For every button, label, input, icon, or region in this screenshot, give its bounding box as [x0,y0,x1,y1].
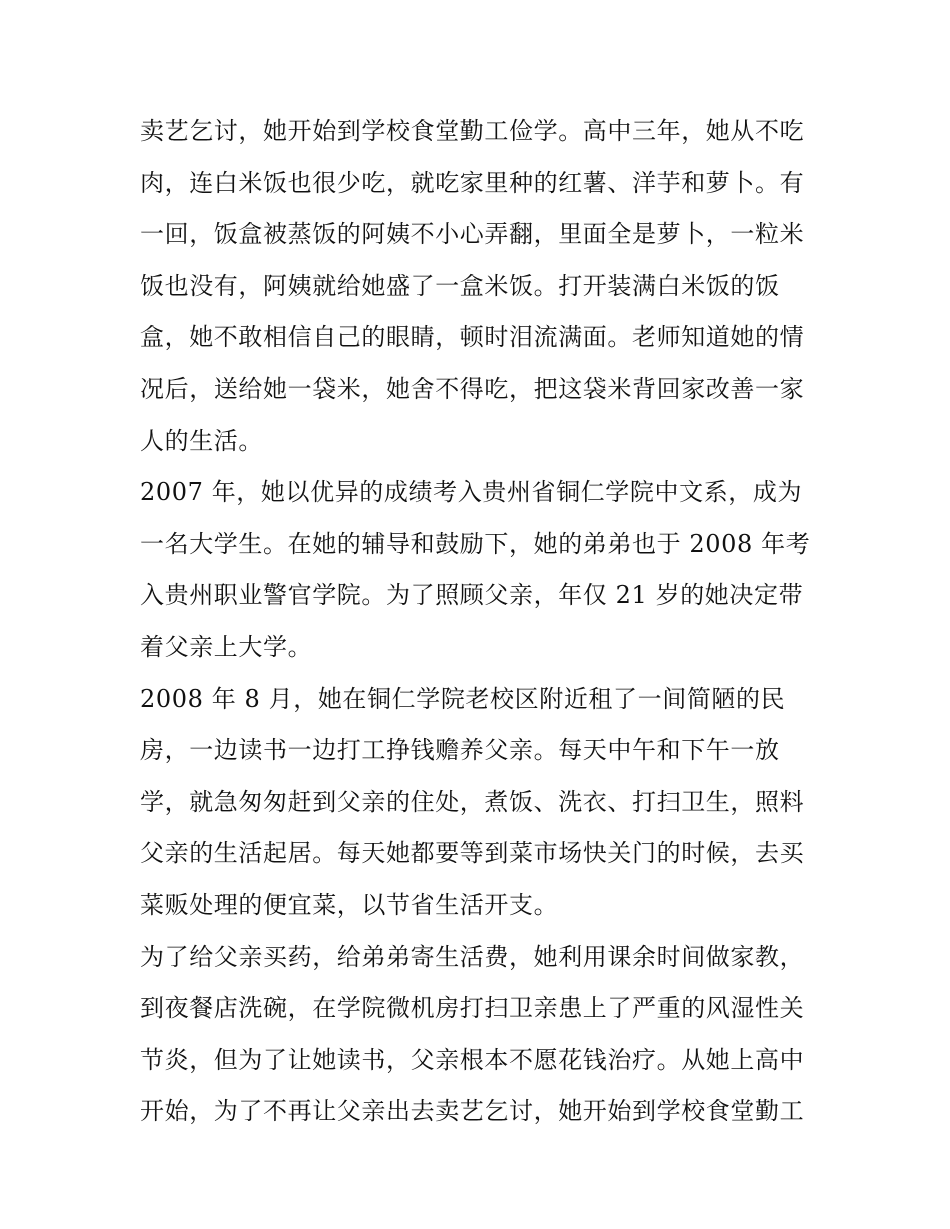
text-line: 一回，饭盒被蒸饭的阿姨不小心弄翻，里面全是萝卜，一粒米 [140,220,805,249]
text-line: 到夜餐店洗碗，在学院微机房打扫卫亲患上了严重的风湿性关 [140,994,805,1023]
text-line: 着父亲上大学。 [140,632,313,661]
text-line: 开始，为了不再让父亲出去卖艺乞讨，她开始到学校食堂勤工 [140,1097,805,1126]
text-line: 人的生活。 [140,426,263,455]
text-line: 肉，连白米饭也很少吃，就吃家里种的红薯、洋芋和萝卜。有 [140,168,805,197]
document-body [140,106,820,1138]
text-line: 2007 年，她以优异的成绩考入贵州省铜仁学院中文系，成为 [140,478,803,507]
text-line: 一名大学生。在她的辅导和鼓励下，她的弟弟也于 2008 年考 [140,529,811,558]
text-line: 父亲的生活起居。每天她都要等到菜市场快关门的时候，去买 [140,839,805,868]
text-line: 菜贩处理的便宜菜，以节省生活开支。 [140,890,559,919]
text-line: 2008 年 8 月，她在铜仁学院老校区附近租了一间简陋的民 [140,684,786,713]
text-line: 盒，她不敢相信自己的眼睛，顿时泪流满面。老师知道她的情 [140,323,805,352]
text-line: 况后，送给她一袋米，她舍不得吃，把这袋米背回家改善一家 [140,374,805,403]
text-line: 为了给父亲买药，给弟弟寄生活费，她利用课余时间做家教， [140,942,805,971]
text-line: 学，就急匆匆赶到父亲的住处，煮饭、洗衣、打扫卫生，照料 [140,787,805,816]
text-line: 房，一边读书一边打工挣钱赡养父亲。每天中午和下午一放 [140,736,780,765]
text-line: 节炎，但为了让她读书，父亲根本不愿花钱治疗。从她上高中 [140,1045,805,1074]
text-line: 卖艺乞讨，她开始到学校食堂勤工俭学。高中三年，她从不吃 [140,117,805,145]
text-line: 入贵州职业警官学院。为了照顾父亲，年仅 21 岁的她决定带 [140,581,804,610]
text-line: 饭也没有，阿姨就给她盛了一盒米饭。打开装满白米饭的饭 [140,271,780,300]
